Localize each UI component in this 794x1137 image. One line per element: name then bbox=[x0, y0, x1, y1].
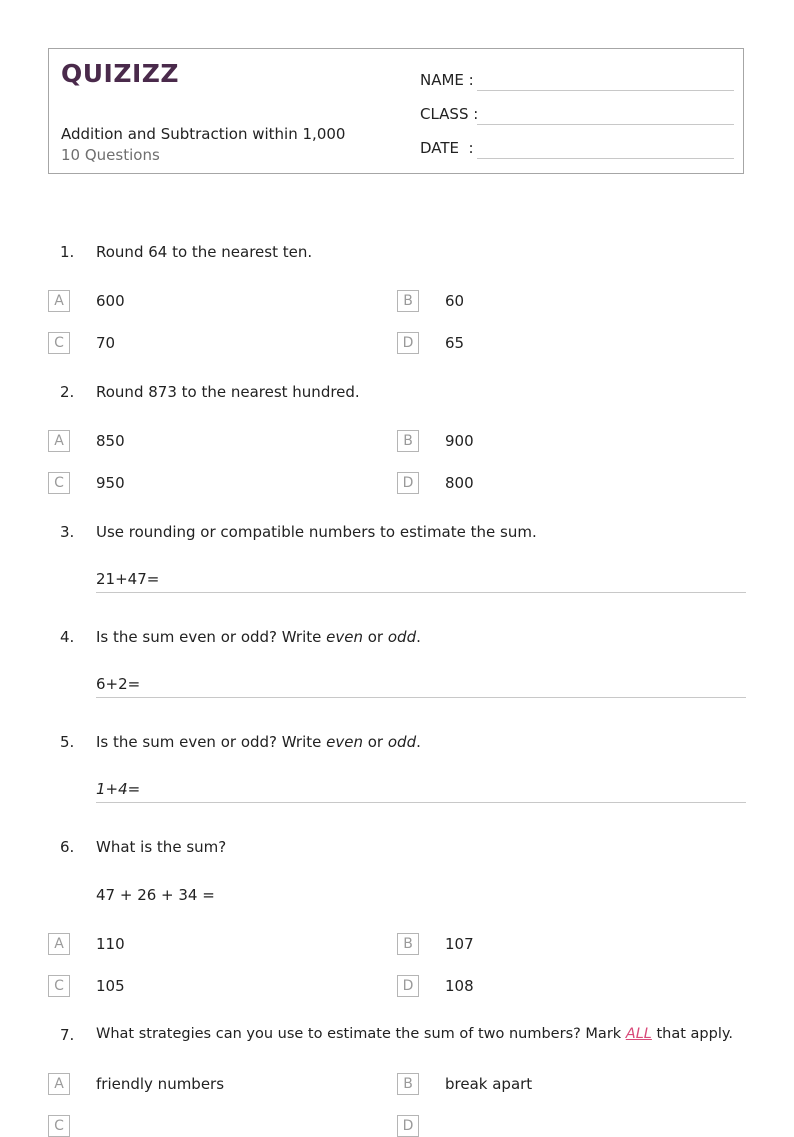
question-expression: 47 + 26 + 34 = bbox=[96, 886, 215, 904]
answer-line[interactable] bbox=[96, 780, 746, 803]
option-a-box[interactable]: A bbox=[48, 290, 70, 312]
option-c-text: 70 bbox=[96, 334, 116, 352]
option-a-text: 110 bbox=[96, 935, 125, 953]
question-number: 7. bbox=[60, 1026, 75, 1044]
answer-prompt: 1+4= bbox=[96, 780, 141, 798]
question-text: Round 873 to the nearest hundred. bbox=[96, 383, 360, 401]
option-c-text: 950 bbox=[96, 474, 125, 492]
answer-prompt: 6+2= bbox=[96, 675, 141, 693]
date-label: DATE : bbox=[420, 139, 474, 157]
option-c-box[interactable]: C bbox=[48, 332, 70, 354]
option-d-box[interactable]: D bbox=[397, 472, 419, 494]
answer-line[interactable] bbox=[96, 675, 746, 698]
option-c-box[interactable]: C bbox=[48, 1115, 70, 1137]
option-a-box[interactable]: A bbox=[48, 1073, 70, 1095]
worksheet-header bbox=[48, 48, 744, 174]
option-b-box[interactable]: B bbox=[397, 1073, 419, 1095]
option-b-text: break apart bbox=[445, 1075, 533, 1093]
option-b-box[interactable]: B bbox=[397, 430, 419, 452]
class-field[interactable] bbox=[420, 101, 734, 125]
option-c-text: 105 bbox=[96, 977, 125, 995]
question-number: 3. bbox=[60, 523, 75, 541]
answer-line[interactable] bbox=[96, 570, 746, 593]
option-d-box[interactable]: D bbox=[397, 975, 419, 997]
question-count: 10 Questions bbox=[61, 146, 160, 164]
date-field[interactable] bbox=[420, 135, 734, 159]
option-c-box[interactable]: C bbox=[48, 472, 70, 494]
worksheet-title: Addition and Subtraction within 1,000 bbox=[61, 125, 346, 143]
question-text: Round 64 to the nearest ten. bbox=[96, 243, 313, 261]
question-number: 4. bbox=[60, 628, 75, 646]
question-text: What is the sum? bbox=[96, 838, 227, 856]
option-d-box[interactable]: D bbox=[397, 332, 419, 354]
question-number: 5. bbox=[60, 733, 75, 751]
option-b-text: 107 bbox=[445, 935, 474, 953]
mark-all-emphasis: ALL bbox=[625, 1026, 652, 1042]
question-number: 2. bbox=[60, 383, 75, 401]
option-b-text: 900 bbox=[445, 432, 474, 450]
option-b-text: 60 bbox=[445, 292, 465, 310]
question-text: Use rounding or compatible numbers to estimate the sum. bbox=[96, 523, 537, 541]
answer-prompt: 21+47= bbox=[96, 570, 160, 588]
option-d-box[interactable]: D bbox=[397, 1115, 419, 1137]
class-line[interactable] bbox=[477, 124, 734, 125]
option-d-text: 800 bbox=[445, 474, 474, 492]
option-d-text: 65 bbox=[445, 334, 465, 352]
quizizz-logo: QUIZIZZ bbox=[61, 59, 180, 88]
option-a-text: 600 bbox=[96, 292, 125, 310]
question-text: What strategies can you use to estimate the sum of two numbers? Mark ALL that apply. bbox=[96, 1026, 733, 1042]
date-line[interactable] bbox=[477, 158, 734, 159]
name-line[interactable] bbox=[477, 90, 734, 91]
name-label: NAME : bbox=[420, 71, 474, 89]
option-a-box[interactable]: A bbox=[48, 933, 70, 955]
option-c-box[interactable]: C bbox=[48, 975, 70, 997]
option-a-text: friendly numbers bbox=[96, 1075, 225, 1093]
option-b-box[interactable]: B bbox=[397, 933, 419, 955]
option-a-text: 850 bbox=[96, 432, 125, 450]
question-text: Is the sum even or odd? Write even or odd. bbox=[96, 628, 421, 646]
question-text: Is the sum even or odd? Write even or odd. bbox=[96, 733, 421, 751]
question-number: 6. bbox=[60, 838, 75, 856]
option-d-text: 108 bbox=[445, 977, 474, 995]
class-label: CLASS : bbox=[420, 105, 479, 123]
question-number: 1. bbox=[60, 243, 75, 261]
option-b-box[interactable]: B bbox=[397, 290, 419, 312]
option-a-box[interactable]: A bbox=[48, 430, 70, 452]
name-field[interactable] bbox=[420, 67, 734, 91]
